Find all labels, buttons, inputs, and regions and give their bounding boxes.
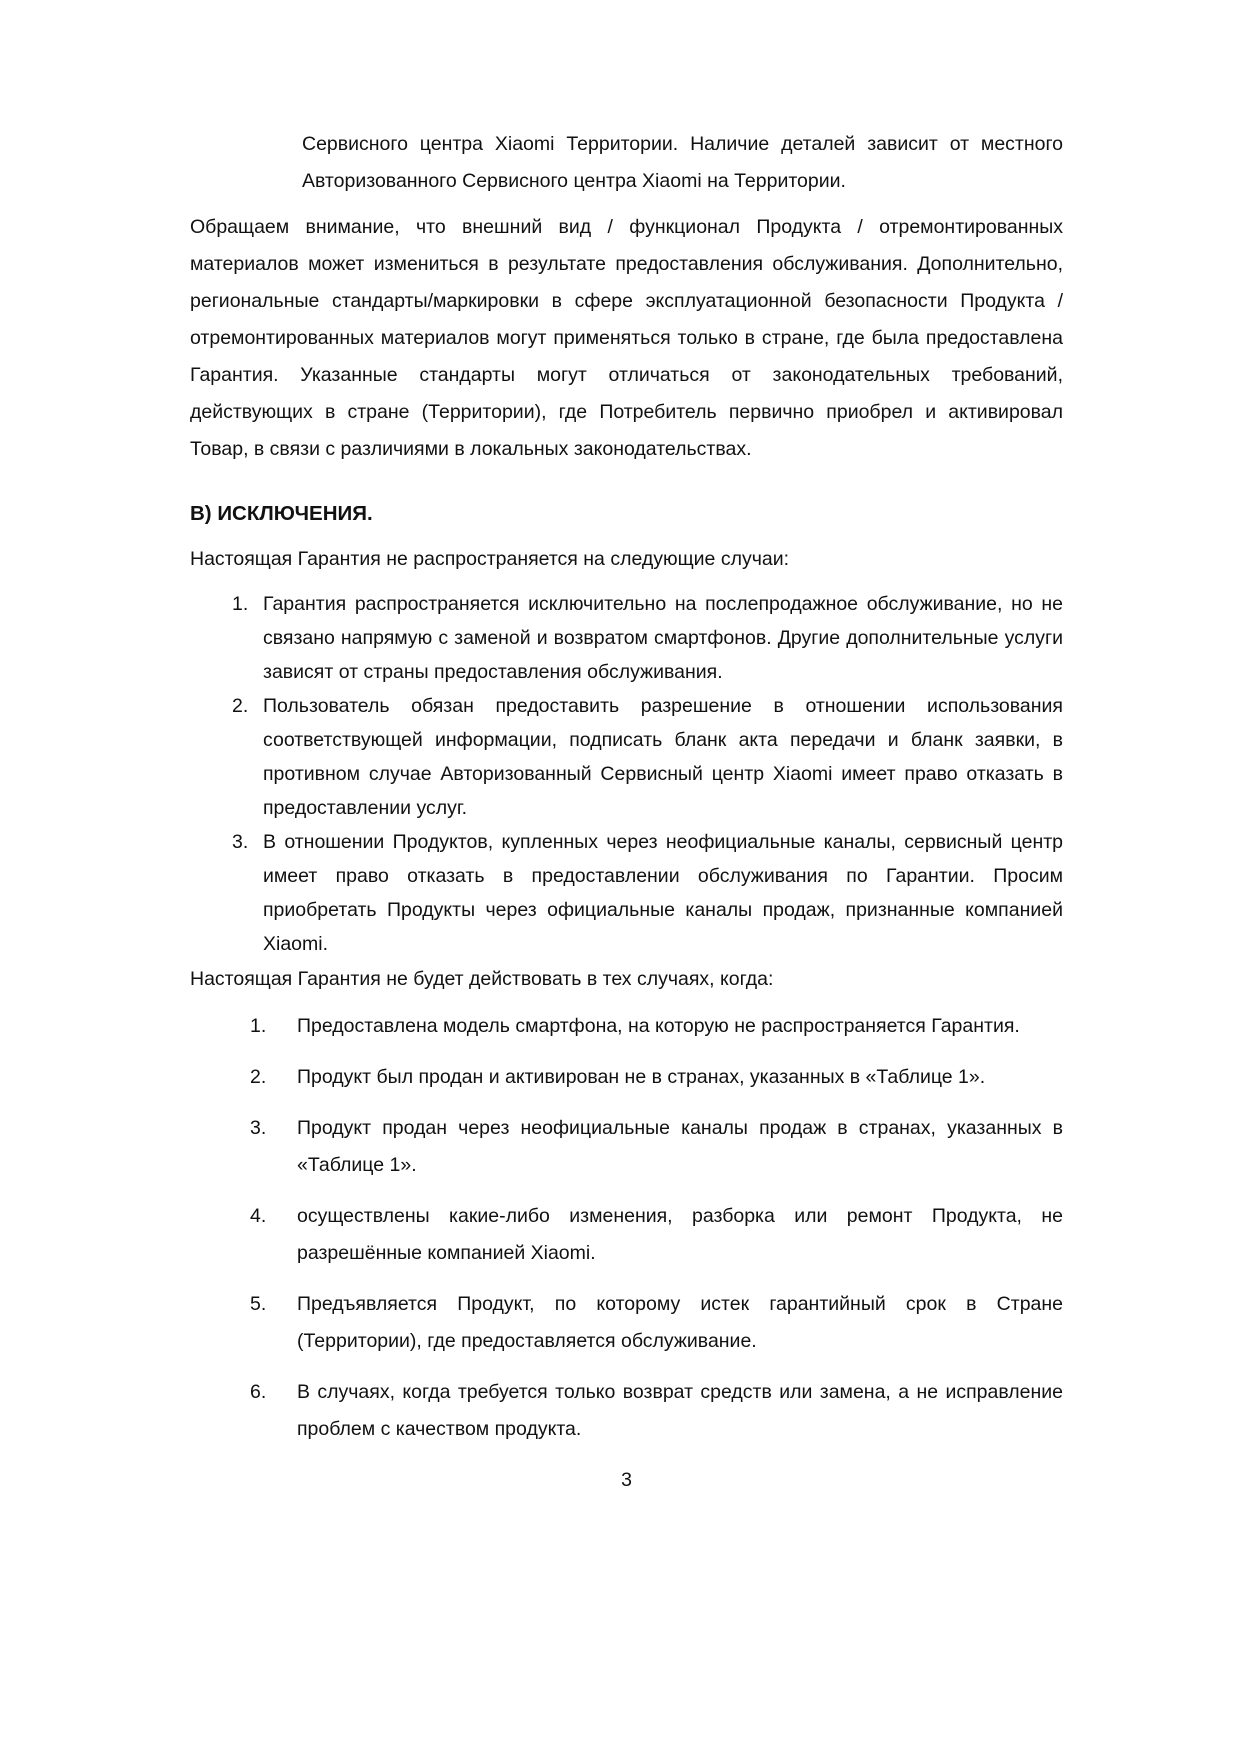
section-heading-exclusions: В) ИСКЛЮЧЕНИЯ. bbox=[190, 502, 373, 525]
page-number: 3 bbox=[621, 1469, 632, 1491]
list-item-text: осуществлены какие-либо изменения, разборка или ремонт Продукта, не разрешённые компанией Xiaomi. bbox=[297, 1205, 1063, 1264]
warranty-void-list bbox=[190, 1008, 1063, 1448]
list-item bbox=[190, 587, 1063, 689]
list-item-text: Продукт продан через неофициальные каналы продаж в странах, указанных в «Таблице 1». bbox=[297, 1117, 1063, 1176]
list-item-text: Предъявляется Продукт, по которому истек гарантийный срок в Стране (Территории), где предоставляется обслуживание. bbox=[297, 1293, 1063, 1352]
continuation-paragraph: Сервисного центра Xiaomi Территории. Наличие деталей зависит от местного Авторизованного Сервисного центра Xiaomi на Территории. bbox=[302, 133, 1063, 192]
list-item bbox=[190, 1110, 1063, 1184]
list-item-number: 2. bbox=[232, 695, 249, 717]
list-item-text: Гарантия распространяется исключительно на послепродажное обслуживание, но не связано напрямую с заменой и возвратом смартфонов. Другие дополнительные услуги зависят от страны предоставления обслуживания. bbox=[263, 593, 1063, 683]
list-item-number: 6. bbox=[250, 1381, 267, 1403]
list-item-text: Предоставлена модель смартфона, на которую не распространяется Гарантия. bbox=[297, 1015, 1020, 1037]
notice-paragraph: Обращаем внимание, что внешний вид / функционал Продукта / отремонтированных материалов может измениться в результате предоставления обслуживания. Дополнительно, региональные стандарты/маркировки в сфере эксплуатационной безопасности Продукта / отремонтированных материалов могут применяться только в стране, где была предоставлена Гарантия. Указанные стандарты могут отличаться от законодательных требований, действующих в стране (Территории), где Потребитель первично приобрел и активировал Товар, в связи с различиями в локальных законодательствах. bbox=[190, 216, 1063, 460]
list-item-number: 1. bbox=[250, 1015, 267, 1037]
list-item bbox=[190, 1198, 1063, 1272]
list-item-number: 3. bbox=[232, 831, 249, 853]
list-item bbox=[190, 1374, 1063, 1448]
list-item bbox=[190, 689, 1063, 825]
list-item bbox=[190, 1008, 1063, 1045]
list-item-number: 4. bbox=[250, 1205, 267, 1227]
list-item-text: Пользователь обязан предоставить разрешение в отношении использования соответствующей информации, подписать бланк акта передачи и бланк заявки, в противном случае Авторизованный Сервисный центр Xiaomi имеет право отказать в предоставлении услуг. bbox=[263, 695, 1063, 819]
list-item bbox=[190, 1059, 1063, 1096]
exclusions-intro: Настоящая Гарантия не распространяется на следующие случаи: bbox=[190, 548, 790, 570]
list-item bbox=[190, 1286, 1063, 1360]
list-item-number: 2. bbox=[250, 1066, 267, 1088]
list-item-number: 3. bbox=[250, 1117, 267, 1139]
list-item-number: 5. bbox=[250, 1293, 267, 1315]
list-item-text: Продукт был продан и активирован не в странах, указанных в «Таблице 1». bbox=[297, 1066, 986, 1088]
list-item-text: В отношении Продуктов, купленных через неофициальные каналы, сервисный центр имеет право отказать в предоставлении обслуживания по Гарантии. Просим приобретать Продукты через официальные каналы продаж, признанные компанией Xiaomi. bbox=[263, 831, 1063, 955]
list-item-number: 1. bbox=[232, 593, 249, 615]
list-item bbox=[190, 825, 1063, 961]
warranty-void-intro: Настоящая Гарантия не будет действовать в тех случаях, когда: bbox=[190, 968, 774, 990]
exclusions-list bbox=[190, 587, 1063, 961]
list-item-text: В случаях, когда требуется только возврат средств или замена, а не исправление проблем с качеством продукта. bbox=[297, 1381, 1063, 1440]
